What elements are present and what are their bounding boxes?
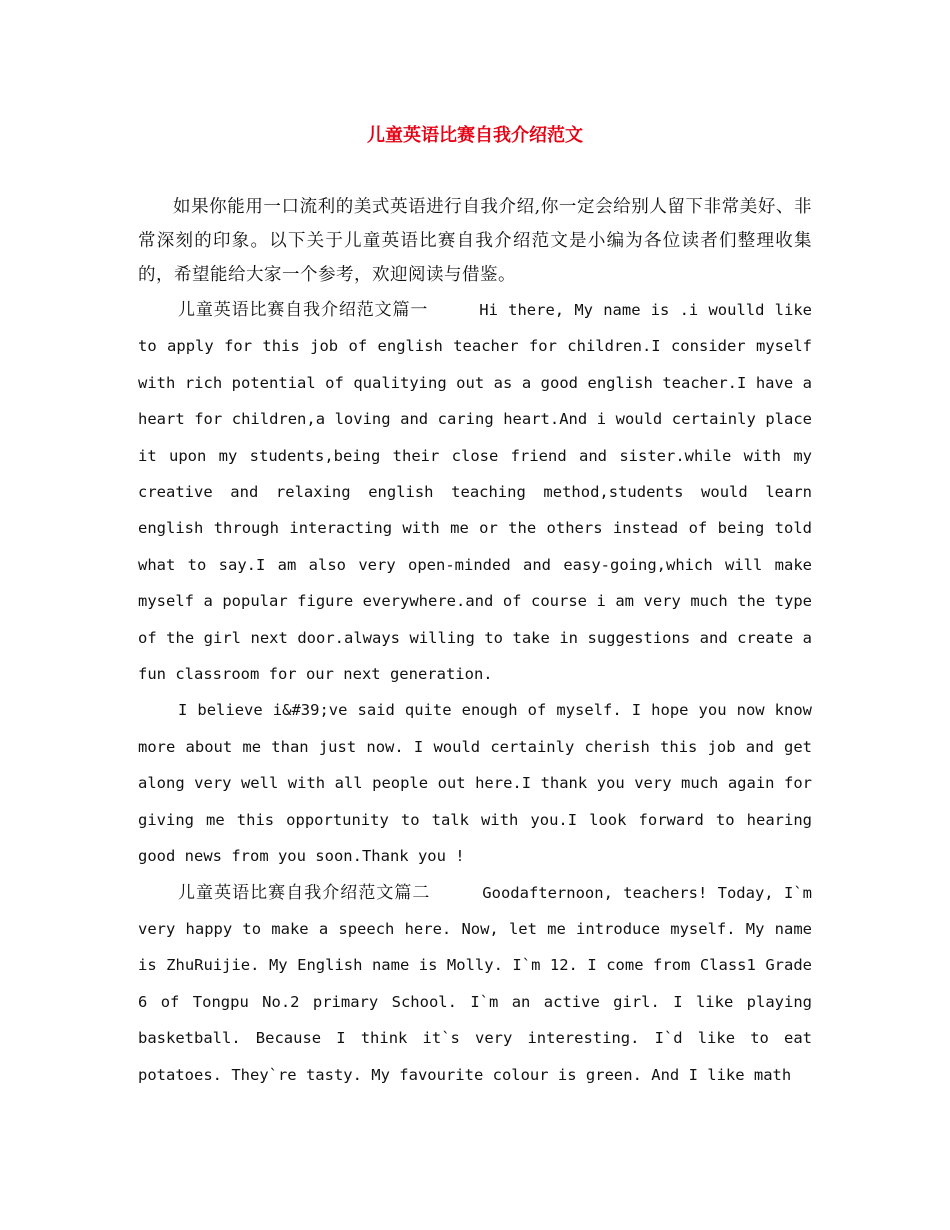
section2-text: Goodafternoon, teachers! Today, I`m very happy to make a speech here. Now, let me introduce myself. My name is ZhuRuijie. My English name is Molly. I`m 12. I come from Class1 Grade 6 of Tongpu No.2 primary School. I`m an active girl. I like playing basketball. Because I think it`s very interesting. I`d like to eat potatoes. They`re tasty. My favourite colour is green. And I like math [138,883,812,1084]
section1-text: Hi there, My name is .i woulld like to apply for this job of english teacher for children.I consider myself with rich potential of qualitying out as a good english teacher.I have a heart for children,a loving and caring heart.And i would certainly place it upon my students,being their close friend and sister.while with my creative and relaxing english teaching method,students would learn english through interacting with me or the others instead of being told what to say.I am also very open-minded and easy-going,which will make myself a popular figure everywhere.and of course i am very much the type of the girl next door.always willing to take in suggestions and create a fun classroom for our next generation. [138,301,812,684]
section2-paragraph [138,875,812,1093]
section2-heading: 儿童英语比赛自我介绍范文篇二 [178,882,431,903]
section1-paragraph [138,292,812,692]
document-title: 儿童英语比赛自我介绍范文 [367,125,583,146]
document-body [138,190,812,1093]
section1-heading: 儿童英语比赛自我介绍范文篇一 [178,300,429,320]
intro-paragraph: 如果你能用一口流利的美式英语进行自我介绍,你一定会给别人留下非常美好、非常深刻的印象。以下关于儿童英语比赛自我介绍范文是小编为各位读者们整理收集的，希望能给大家一个参考，欢迎阅读与借鉴。 [138,197,812,285]
section1-paragraph-2: I believe i&#39;ve said quite enough of myself. I hope you now know more about me than just now. I would certainly cherish this job and get along very well with all people out here.I thank you very much again for giving me this opportunity to talk with you.I look forward to hearing good news from you soon.Thank you ! [138,701,812,866]
